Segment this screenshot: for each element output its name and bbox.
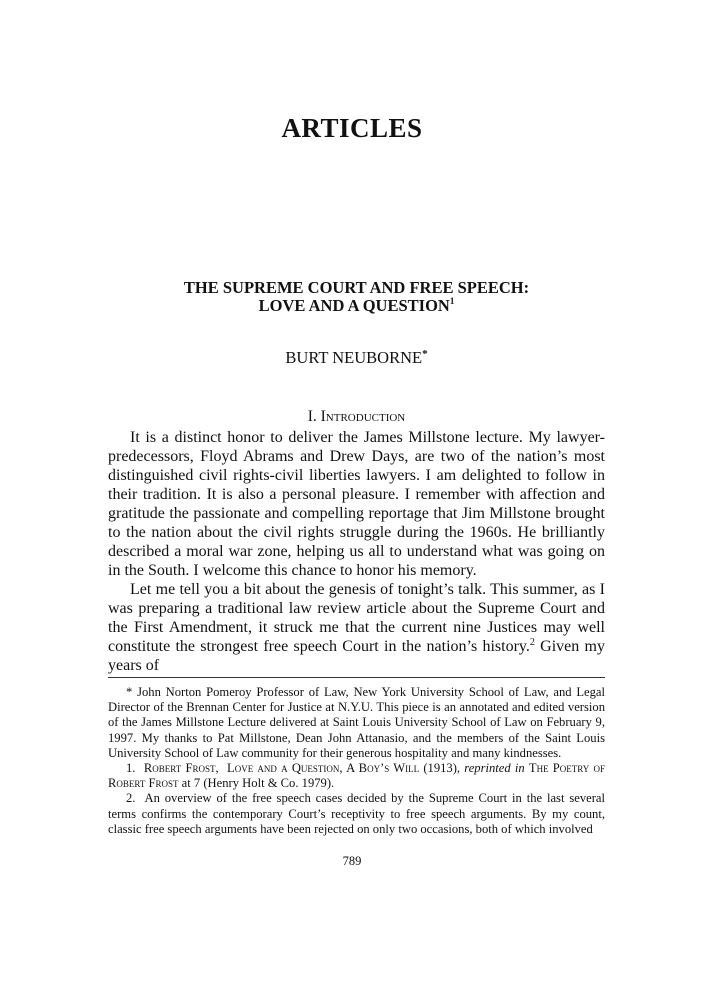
footnote-ref-star[interactable]: *	[422, 348, 428, 360]
article-title	[108, 279, 605, 315]
page-number: 789	[342, 854, 362, 868]
footnote-1	[108, 761, 605, 791]
section-label-articles: ARTICLES	[281, 113, 423, 143]
footnote-1-author: Robert Frost,	[143, 761, 219, 776]
footnote-separator-rule	[108, 677, 605, 678]
author-byline	[108, 348, 605, 368]
article-title-line-2: LOVE AND A QUESTION	[258, 296, 450, 315]
author-name: BURT NEUBORNE	[285, 348, 423, 367]
footnote-1-year: (1913),	[419, 761, 465, 776]
footnote-1-work: Love and a Question, A Boy’s Will	[227, 761, 420, 776]
footnote-2	[108, 791, 605, 837]
footnote-1-marker: 1.	[126, 761, 136, 776]
body-paragraph-2	[108, 580, 605, 675]
footnote-2-marker: 2.	[126, 791, 136, 806]
footnote-1-pinpoint: at 7 (Henry Holt & Co. 1979).	[178, 776, 335, 791]
article-body	[108, 428, 605, 675]
body-paragraph-2-text: Let me tell you a bit about the genesis of tonight’s talk. This summer, as I was preparing a traditional law review article about the Supreme Court and the First Amendment, it struck me that the current nine Justices may well constitute the strongest free speech Court in the nation’s history.	[108, 581, 605, 655]
footnote-2-text: An overview of the free speech cases decided by the Supreme Court in the last several terms confirms the contemporary Court’s receptivity to free speech arguments. By my count, classic free speech arguments have been rejected on only two occasions, both of which involved	[108, 791, 605, 836]
body-paragraph-2-continuation: Given my years of	[108, 638, 606, 674]
footnote-ref-1[interactable]: 1	[449, 296, 455, 306]
footnote-star-text: John Norton Pomeroy Professor of Law, New York University School of Law, and Legal Director of the Brennan Center for Justice at N.Y.U. This piece is an annotated and edited version of the James Millstone Lecture delivered at Saint Louis University School of Law on February 9, 1997. My thanks to Pat Millstone, Dean John Attanasio, and the members of the Saint Louis University School of Law community for their generous hospitality and many kindnesses.	[108, 685, 605, 760]
footnote-ref-2[interactable]: 2	[529, 637, 535, 648]
body-paragraph-1: It is a distinct honor to deliver the James Millstone lecture. My lawyer-predecessors, Floyd Abrams and Drew Days, are two of the nation’s most distinguished civil rights-civil liberties lawyers. I am delighted to follow in their tradition. It is also a personal pleasure. I remember with affection and gratitude the passionate and compelling reportage that Jim Millstone brought to the nation about the civil rights struggle during the 1960s. He brilliantly described a moral war zone, helping us all to understand what was going on in the South. I welcome this chance to honor his memory.	[108, 429, 605, 579]
footnote-star	[108, 685, 605, 761]
article-title-line-1: THE SUPREME COURT AND FREE SPEECH:	[183, 278, 530, 297]
section-heading-introduction: I. Introduction	[307, 408, 406, 425]
footnote-1-collection: The Poetry of Robert Frost	[108, 761, 606, 791]
footnote-star-marker: *	[126, 685, 133, 699]
footnote-1-signal: reprinted in	[464, 761, 525, 776]
footnotes-section	[108, 685, 605, 837]
